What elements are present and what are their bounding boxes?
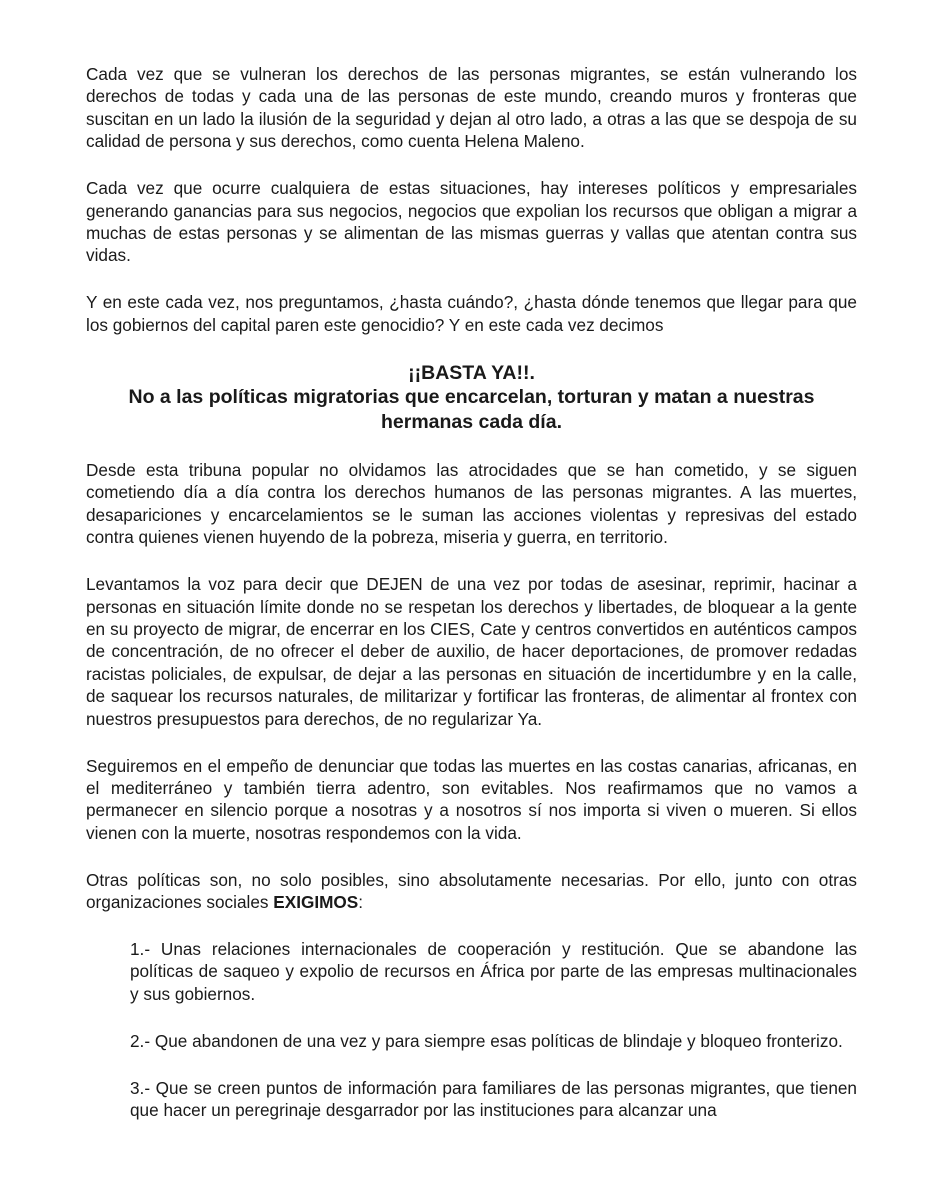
heading-basta-ya: ¡¡BASTA YA!!.	[408, 361, 535, 384]
demands-intro-exigimos: EXIGIMOS	[273, 892, 359, 913]
demands-intro-text: Otras políticas son, no solo posibles, sino absolutamente necesarias. Por ello, junto con otras organizaciones sociales	[86, 869, 857, 913]
document-page	[86, 63, 857, 1146]
demands-list	[86, 938, 857, 1121]
paragraph-tribuna: Desde esta tribuna popular no olvidamos las atrocidades que se han cometido, y se siguen cometiendo día a día contra los derechos humanos de las personas migrantes. A las muertes, desapariciones y encarcelamientos se le suman las acciones violentas y represivas del estado contra quienes vienen huyendo de la pobreza, miseria y guerra, en territorio.	[86, 460, 857, 548]
paragraph-interests: Cada vez que ocurre cualquiera de estas situaciones, hay intereses políticos y empresariales generando ganancias para sus negocios, negocios que expolian los recursos que obligan a migrar a muchas de estas personas y se alimentan de las mismas guerras y vallas que atentan contra sus vidas.	[86, 178, 857, 266]
paragraph-levantamos: Levantamos la voz para decir que DEJEN de una vez por todas de asesinar, reprimir, hacinar a personas en situación límite donde no se respetan los derechos y libertades, de bloquear a la gente en su proyecto de migrar, de encerrar en los CIES, Cate y centros convertidos en auténticos campos de concentración, de no ofrecer el deber de auxilio, de hacer deportaciones, de promover redadas racistas policiales, de expulsar, de dejar a las personas en situación de incertidumbre y en la calle, de saquear los recursos naturales, de militarizar y fortificar las fronteras, de alimentar al frontex con nuestros presupuestos para derechos, de no regularizar Ya.	[86, 574, 857, 729]
paragraph-question: Y en este cada vez, nos preguntamos, ¿hasta cuándo?, ¿hasta dónde tenemos que llegar para que los gobiernos del capital paren este genocidio? Y en este cada vez decimos	[86, 292, 857, 335]
demand-item-2: 2.- Que abandonen de una vez y para siempre esas políticas de blindaje y bloqueo fronterizo.	[130, 1030, 843, 1051]
paragraph-intro: Cada vez que se vulneran los derechos de las personas migrantes, se están vulnerando los derechos de todas y cada una de las personas de este mundo, creando muros y fronteras que suscitan en un lado la ilusión de la seguridad y dejan al otro lado, a otras a las que se despoja de su calidad de persona y sus derechos, como cuenta Helena Maleno.	[86, 64, 857, 152]
demand-item-3: 3.- Que se creen puntos de información para familiares de las personas migrantes, que tienen que hacer un peregrinaje desgarrador por las instituciones para alcanzar una	[130, 1077, 857, 1120]
heading-slogan: No a las políticas migratorias que encarcelan, torturan y matan a nuestras hermanas cada día.	[128, 386, 815, 433]
demands-intro-colon: :	[358, 892, 364, 913]
paragraph-seguiremos: Seguiremos en el empeño de denunciar que todas las muertes en las costas canarias, africanas, en el mediterráneo y también tierra adentro, son evitables. Nos reafirmamos que no vamos a permanecer en silencio porque a nosotras y a nosotros sí nos importa si viven o mueren. Si ellos vienen con la muerte, nosotras respondemos con la vida.	[86, 755, 857, 843]
document-heading	[86, 361, 857, 435]
demand-item-1: 1.- Unas relaciones internacionales de cooperación y restitución. Que se abandone las políticas de saqueo y expolio de recursos en África por parte de las empresas multinacionales y sus gobiernos.	[130, 938, 857, 1004]
paragraph-demands-intro	[86, 869, 857, 914]
